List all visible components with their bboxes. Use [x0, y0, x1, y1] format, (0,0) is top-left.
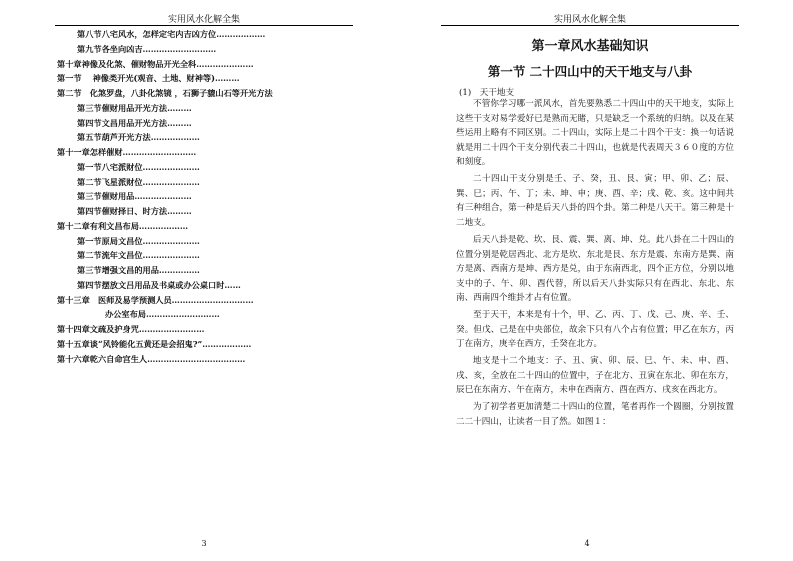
- toc-entry: 第三节催财用品…………………: [77, 191, 192, 202]
- toc-entry: 第二节飞星派财位…………………: [77, 176, 200, 187]
- page-number: 4: [584, 539, 590, 548]
- toc-entry: 第一节八宅派财位…………………: [77, 161, 200, 172]
- toc-entry: 第四节摆放文吕用品及书桌或办公桌口时……: [77, 279, 241, 290]
- paragraph: 二十四山干支分别是壬、子、癸，丑、艮、寅；甲、卯、乙；辰、巽、巳；丙、午、丁；未、坤、申；庚、酉、辛；戌、乾、亥。这中间共有三种组合，第一种是后天八卦的四个卦。第二种是八天干。第三种是十二地支。: [456, 174, 734, 229]
- page-header: 实用风水化解全集: [167, 15, 240, 25]
- toc-entry: 第二节 化煞罗盘，八卦化煞镜 ，石狮子貔山石等开光方法: [57, 88, 273, 98]
- toc-entry: 第十三章 医师及易学预测人员…………………………: [57, 294, 254, 305]
- header-rule: [55, 25, 353, 26]
- toc-entry: 办公室布局………………………: [105, 309, 220, 320]
- toc-entry: 第十二章有利文昌布局………………: [57, 220, 189, 231]
- toc-entry: 第四节文昌用品开光方法………: [77, 117, 192, 128]
- toc-entry: 第三节催财用品开光方法………: [77, 102, 192, 113]
- toc-entry: 第三节增强文昌的用品……………: [77, 265, 200, 275]
- toc-entry: 第九节各坐向凶吉………………………: [77, 43, 217, 54]
- section-title: 第一节 二十四山中的天干地支与八卦: [487, 64, 693, 79]
- toc-entry: 第十章神像及化煞、催财物品开光全科…………………: [57, 58, 254, 69]
- right-page: [397, 0, 793, 561]
- page-header: 实用风水化解全集: [553, 15, 626, 25]
- paragraph: 后天八卦是乾、坎、艮、震、巽、离、坤、兑。此八卦在二十四山的位置分别是乾居西北、北方是坎、东北是艮、东方是震、东南方是巽、南方是离、西南方是坤、西方是兑，由于东南西北，四个正方位，分别以地支中的子、午、卯、酉代替，所以后天八卦实际只有在西北、东北、东南、西南四个维卦才占有位置。: [456, 234, 734, 304]
- toc-entry: 第十四章文疏及护身咒……………………: [57, 324, 205, 334]
- table-of-contents: [57, 27, 357, 366]
- paragraph: 至于天干，本来是有十个，甲、乙、丙、丁、戊、己、庚、辛、壬、癸。但戊、己是在中央部位，故余下只有八个占有位置；甲乙在东方，丙丁在南方，庚辛在西方，壬癸在北方。: [456, 310, 734, 350]
- toc-entry: 第二节流年文昌位…………………: [77, 250, 200, 261]
- chapter-title: 第一章风水基础知识: [531, 39, 649, 54]
- toc-entry: 第一节原局文昌位…………………: [77, 235, 200, 246]
- subsection-title: (1) 天干地支: [459, 88, 515, 98]
- toc-entry: 第五节葫芦开光方法………………: [77, 132, 200, 143]
- toc-entry: 第十五章谈“风铃能化五黄还是会招鬼?”………………: [57, 338, 252, 349]
- body-text: [456, 97, 734, 430]
- paragraph: 地支是十二个地支：子、丑、寅、卯、辰、巳、午、未、申、酉、戌、亥，全放在二十四山的位置中，子在北方、丑寅在东北、卯在东方，辰巳在东南方、午在南方，未申在西南方、酉在西方、戌亥在西北方。: [456, 356, 734, 396]
- toc-entry: 第四节催财择日、时方法………: [77, 206, 192, 216]
- paragraph: 不管你学习哪一派风水，首先要熟悉二十四山中的天干地支，实际上这些干支对易学爱好已是熟而无睹，只是缺乏一个系统的归纳。以及在某些运用上略有不同区别。二十四山，实际上是二十四个干支：换一句话说就是用二十四个干支分别代表二十四山，也就是代表周天３６０度的方位和刻度。: [456, 99, 734, 168]
- toc-entry: 第十一章怎样催财………………………: [57, 147, 197, 157]
- left-page: [0, 0, 396, 561]
- toc-entry: 第八节八宅风水，怎样定宅内吉凶方位………………: [77, 29, 266, 39]
- paragraph: 为了初学者更加清楚二十四山的位置，笔者再作一个圆圈，分别按置二二十四山，让读者一目了然。如图１：: [456, 402, 734, 427]
- header-rule: [441, 25, 739, 26]
- page-number: 3: [201, 539, 207, 548]
- toc-entry: 第十六章乾六自命宫生人………………………………: [57, 353, 246, 364]
- toc-entry: 第一节 神像类开光(观音、土地、财神等)………: [57, 73, 240, 84]
